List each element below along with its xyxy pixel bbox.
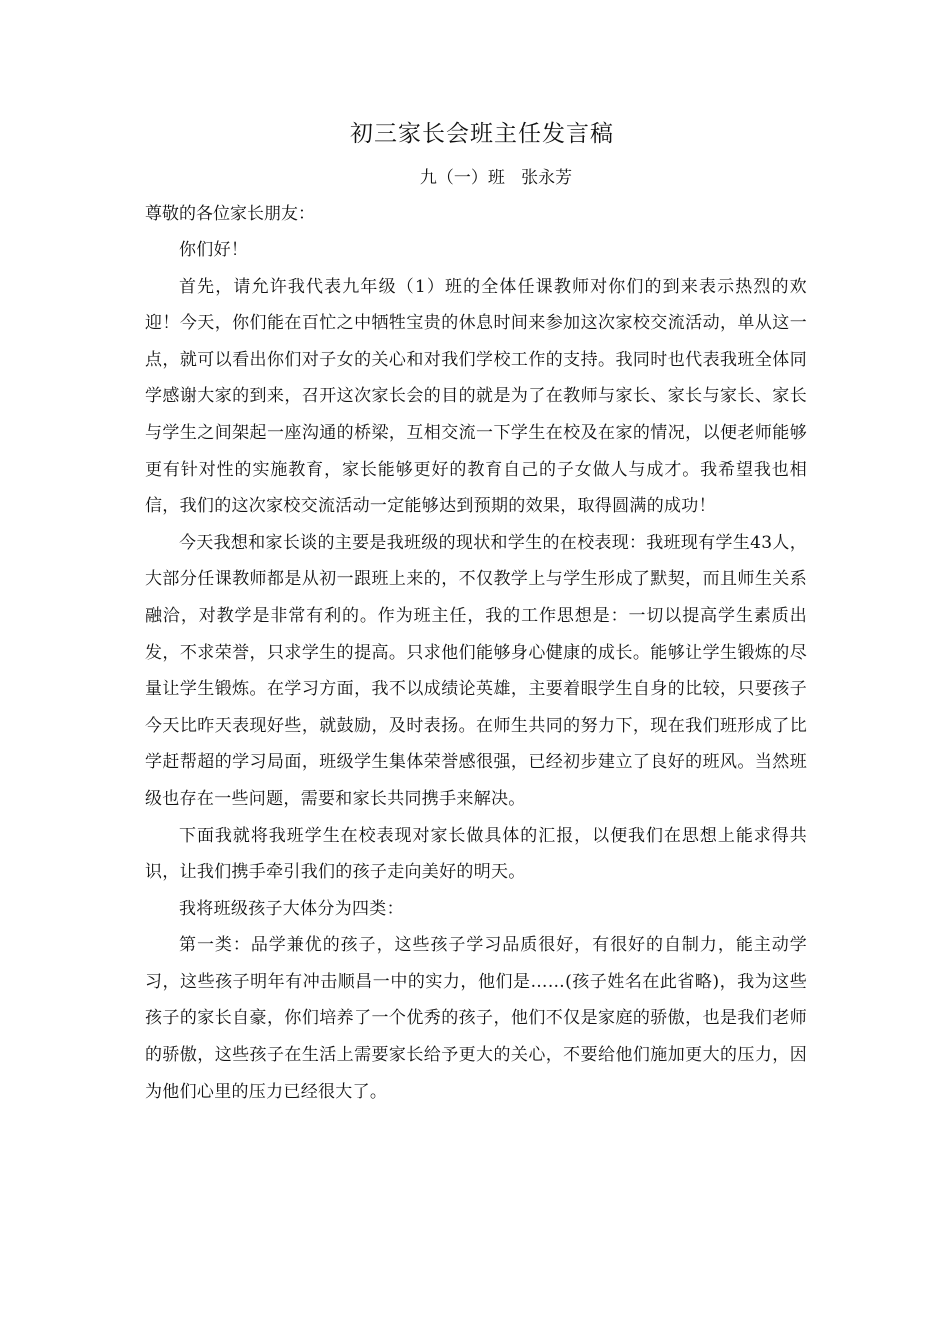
paragraph-report-intro: 下面我就将我班学生在校表现对家长做具体的汇报，以便我们在思想上能求得共识，让我们携手牵引我们的孩子走向美好的明天。: [145, 825, 807, 883]
salutation: 尊敬的各位家长朋友：: [145, 204, 315, 224]
paragraph-categories: 我将班级孩子大体分为四类：: [179, 898, 404, 919]
document-title: 初三家长会班主任发言稿: [350, 121, 614, 147]
paragraph-class-status: 今天我想和家长谈的主要是我班级的现状和学生的在校表现：我班现有学生43人，大部分任课教师都是从初一跟班上来的，不仅教学上与学生形成了默契，而且师生关系融洽，对教学是非常有利的。作为班主任，我的工作思想是：一切以提高学生素质出发，不求荣誉，只求学生的提高。只求他们能够身心健康的成长。能够让学生锻炼的尽量让学生锻炼。在学习方面，我不以成绩论英雄，主要着眼学生自身的比较，只要孩子今天比昨天表现好些，就鼓励，及时表扬。在师生共同的努力下，现在我们班形成了比学赶帮超的学习局面，班级学生集体荣誉感很强，已经初步建立了良好的班风。当然班级也存在一些问题，需要和家长共同携手来解决。: [145, 532, 807, 809]
document-page: [145, 112, 807, 1110]
paragraph-welcome: 首先，请允许我代表九年级（1）班的全体任课教师对你们的到来表示热烈的欢迎！今天，你们能在百忙之中牺牲宝贵的休息时间来参加这次家校交流活动，单从这一点，就可以看出你们对子女的关心和对我们学校工作的支持。我同时也代表我班全体同学感谢大家的到来，召开这次家长会的目的就是为了在教师与家长、家长与家长、家长与学生之间架起一座沟通的桥梁，互相交流一下学生在校及在家的情况，以便老师能够更有针对性的实施教育，家长能够更好的教育自己的子女做人与成才。我希望我也相信，我们的这次家校交流活动一定能够达到预期的效果，取得圆满的成功！: [145, 276, 807, 517]
paragraph-greeting: 你们好！: [179, 240, 249, 260]
paragraph-category-one: 第一类：品学兼优的孩子，这些孩子学习品质很好，有很好的自制力，能主动学习，这些孩子明年有冲击顺昌一中的实力，他们是……(孩子姓名在此省略)，我为这些孩子的家长自豪，你们培养了一个优秀的孩子，他们不仅是家庭的骄傲，也是我们老师的骄傲，这些孩子在生活上需要家长给予更大的关心，不要给他们施加更大的压力，因为他们心里的压力已经很大了。: [145, 935, 807, 1102]
document-author: 九（一）班 张永芳: [419, 168, 573, 188]
